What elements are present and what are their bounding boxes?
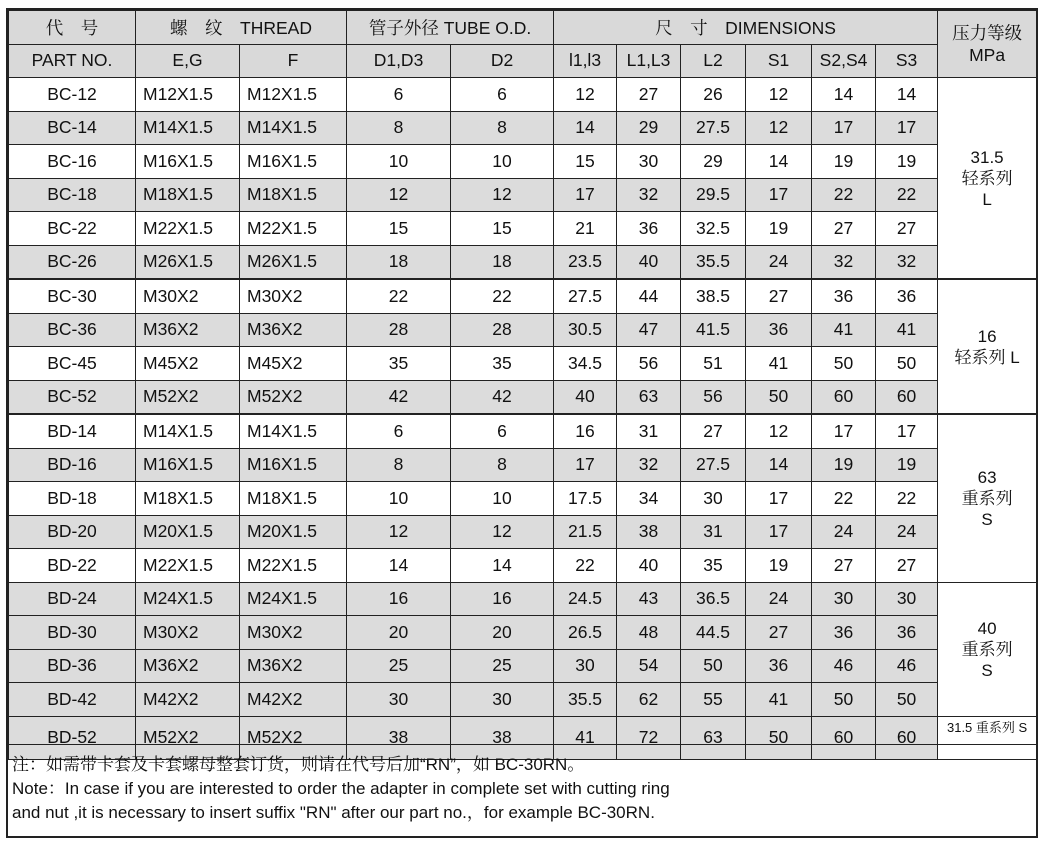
cell-l1l3: 30 [554, 649, 617, 683]
cell-thread-f: M26X1.5 [240, 245, 347, 279]
cell-S2S4: 17 [812, 111, 876, 145]
cell-l1l3: 12 [554, 78, 617, 112]
cell-thread-f: M18X1.5 [240, 178, 347, 212]
cell-L1L3: 31 [617, 414, 681, 448]
notes [8, 744, 1036, 836]
cell-d2: 6 [451, 78, 554, 112]
cell-L1L3: 36 [617, 212, 681, 246]
table-row [9, 279, 1037, 313]
cell-thread-eg: M36X2 [136, 313, 240, 347]
cell-S3: 19 [876, 448, 938, 482]
cell-L2: 31 [681, 515, 746, 549]
cell-S3: 41 [876, 313, 938, 347]
cell-thread-eg: M14X1.5 [136, 111, 240, 145]
cell-L2: 56 [681, 380, 746, 414]
cell-d1d3: 14 [347, 549, 451, 583]
cell-part-no: BC-45 [9, 347, 136, 381]
cell-thread-eg: M52X2 [136, 380, 240, 414]
cell-d1d3: 10 [347, 482, 451, 516]
cell-thread-f: M14X1.5 [240, 111, 347, 145]
pressure-class [938, 414, 1037, 582]
cell-S3: 30 [876, 582, 938, 616]
cell-thread-eg: M36X2 [136, 649, 240, 683]
cell-thread-eg: M16X1.5 [136, 448, 240, 482]
cell-thread-eg: M52X2 [136, 716, 240, 759]
table-row [9, 582, 1037, 616]
cell-S2S4: 19 [812, 448, 876, 482]
header-d1d3: D1,D3 [347, 44, 451, 78]
header-L2: L2 [681, 44, 746, 78]
cell-L1L3: 56 [617, 347, 681, 381]
cell-L2: 27.5 [681, 111, 746, 145]
cell-part-no: BD-36 [9, 649, 136, 683]
pressure-line3: S [981, 660, 993, 680]
cell-d2: 14 [451, 549, 554, 583]
cell-thread-eg: M30X2 [136, 279, 240, 313]
cell-thread-f: M14X1.5 [240, 414, 347, 448]
cell-S1: 12 [746, 111, 812, 145]
table-row [9, 414, 1037, 448]
cell-S1: 41 [746, 683, 812, 717]
cell-d1d3: 18 [347, 245, 451, 279]
spec-sheet [6, 8, 1038, 838]
cell-S3: 27 [876, 212, 938, 246]
header-l1l3-lower: l1,l3 [554, 44, 617, 78]
cell-d1d3: 38 [347, 716, 451, 759]
cell-S2S4: 14 [812, 78, 876, 112]
cell-d1d3: 8 [347, 111, 451, 145]
cell-d1d3: 20 [347, 616, 451, 650]
cell-l1l3: 17 [554, 178, 617, 212]
table-row [9, 78, 1037, 112]
cell-d1d3: 35 [347, 347, 451, 381]
cell-part-no: BC-14 [9, 111, 136, 145]
cell-L1L3: 48 [617, 616, 681, 650]
cell-part-no: BD-18 [9, 482, 136, 516]
cell-S1: 17 [746, 482, 812, 516]
cell-d2: 12 [451, 515, 554, 549]
note-line-en-1: Note：In case if you are interested to order the adapter in complete set with cutting ring [12, 779, 670, 798]
pressure-class [938, 78, 1037, 280]
cell-l1l3: 30.5 [554, 313, 617, 347]
cell-d2: 25 [451, 649, 554, 683]
cell-L1L3: 32 [617, 448, 681, 482]
cell-part-no: BC-26 [9, 245, 136, 279]
cell-thread-eg: M45X2 [136, 347, 240, 381]
table-row [9, 178, 1037, 212]
header-thread: 螺 纹 THREAD [136, 11, 347, 45]
cell-S3: 27 [876, 549, 938, 583]
table-body [9, 78, 1037, 760]
cell-S2S4: 32 [812, 245, 876, 279]
cell-S3: 50 [876, 347, 938, 381]
cell-thread-f: M24X1.5 [240, 582, 347, 616]
cell-L1L3: 43 [617, 582, 681, 616]
cell-l1l3: 16 [554, 414, 617, 448]
cell-part-no: BD-14 [9, 414, 136, 448]
table-row [9, 683, 1037, 717]
cell-d2: 28 [451, 313, 554, 347]
cell-d1d3: 15 [347, 212, 451, 246]
cell-part-no: BD-16 [9, 448, 136, 482]
cell-d2: 42 [451, 380, 554, 414]
cell-L2: 38.5 [681, 279, 746, 313]
cell-d2: 8 [451, 448, 554, 482]
cell-d1d3: 8 [347, 448, 451, 482]
pressure-line1: 31.5 [970, 147, 1004, 167]
cell-d2: 18 [451, 245, 554, 279]
cell-part-no: BC-36 [9, 313, 136, 347]
cell-S1: 19 [746, 212, 812, 246]
cell-L2: 51 [681, 347, 746, 381]
cell-thread-f: M36X2 [240, 313, 347, 347]
header-S1: S1 [746, 44, 812, 78]
header-S3: S3 [876, 44, 938, 78]
cell-d2: 10 [451, 145, 554, 179]
cell-L1L3: 47 [617, 313, 681, 347]
pressure-line3: S [981, 509, 993, 529]
cell-L1L3: 27 [617, 78, 681, 112]
pressure-line1: 31.5 重系列 S [946, 719, 1028, 735]
cell-part-no: BD-30 [9, 616, 136, 650]
cell-thread-f: M45X2 [240, 347, 347, 381]
cell-L1L3: 40 [617, 245, 681, 279]
cell-S3: 22 [876, 482, 938, 516]
cell-L2: 29 [681, 145, 746, 179]
cell-l1l3: 14 [554, 111, 617, 145]
cell-S1: 14 [746, 145, 812, 179]
cell-L2: 50 [681, 649, 746, 683]
note-line-cn: 注：如需带卡套及卡套螺母整套订货，则请在代号后加“RN”，如 BC-30RN。 [12, 755, 585, 774]
cell-l1l3: 26.5 [554, 616, 617, 650]
cell-S1: 24 [746, 245, 812, 279]
table-row [9, 347, 1037, 381]
cell-L2: 26 [681, 78, 746, 112]
cell-L2: 36.5 [681, 582, 746, 616]
cell-d1d3: 42 [347, 380, 451, 414]
cell-d2: 22 [451, 279, 554, 313]
cell-d1d3: 16 [347, 582, 451, 616]
cell-L1L3: 34 [617, 482, 681, 516]
cell-thread-eg: M22X1.5 [136, 549, 240, 583]
cell-thread-eg: M18X1.5 [136, 482, 240, 516]
cell-part-no: BC-30 [9, 279, 136, 313]
cell-S2S4: 36 [812, 279, 876, 313]
cell-S3: 17 [876, 111, 938, 145]
cell-l1l3: 21.5 [554, 515, 617, 549]
pressure-line1: 63 [977, 467, 997, 487]
cell-d1d3: 10 [347, 145, 451, 179]
cell-thread-f: M16X1.5 [240, 448, 347, 482]
cell-L1L3: 38 [617, 515, 681, 549]
cell-L2: 44.5 [681, 616, 746, 650]
cell-S3: 60 [876, 716, 938, 759]
cell-thread-eg: M30X2 [136, 616, 240, 650]
cell-S2S4: 41 [812, 313, 876, 347]
cell-S3: 46 [876, 649, 938, 683]
header-dimensions: 尺 寸 DIMENSIONS [554, 11, 938, 45]
cell-S1: 12 [746, 414, 812, 448]
cell-thread-f: M30X2 [240, 279, 347, 313]
cell-S1: 14 [746, 448, 812, 482]
cell-part-no: BC-18 [9, 178, 136, 212]
cell-S3: 19 [876, 145, 938, 179]
cell-d2: 30 [451, 683, 554, 717]
cell-S2S4: 27 [812, 212, 876, 246]
cell-L2: 35.5 [681, 245, 746, 279]
pressure-class [938, 279, 1037, 414]
cell-thread-eg: M42X2 [136, 683, 240, 717]
cell-L1L3: 54 [617, 649, 681, 683]
cell-L2: 63 [681, 716, 746, 759]
cell-thread-f: M18X1.5 [240, 482, 347, 516]
cell-l1l3: 41 [554, 716, 617, 759]
dimensions-table [8, 10, 1037, 760]
cell-L1L3: 32 [617, 178, 681, 212]
cell-L2: 29.5 [681, 178, 746, 212]
header-pressure [938, 11, 1037, 78]
cell-thread-eg: M20X1.5 [136, 515, 240, 549]
pressure-line2: 轻系列 [961, 168, 1013, 188]
header-part-en: PART NO. [9, 44, 136, 78]
cell-L1L3: 29 [617, 111, 681, 145]
table-row [9, 245, 1037, 279]
cell-l1l3: 34.5 [554, 347, 617, 381]
cell-S3: 50 [876, 683, 938, 717]
cell-S3: 36 [876, 279, 938, 313]
cell-S3: 14 [876, 78, 938, 112]
cell-S1: 17 [746, 178, 812, 212]
cell-S1: 19 [746, 549, 812, 583]
cell-S2S4: 50 [812, 683, 876, 717]
cell-S2S4: 22 [812, 482, 876, 516]
cell-d2: 8 [451, 111, 554, 145]
cell-d2: 15 [451, 212, 554, 246]
cell-S3: 22 [876, 178, 938, 212]
cell-L2: 27 [681, 414, 746, 448]
cell-S2S4: 19 [812, 145, 876, 179]
cell-L1L3: 30 [617, 145, 681, 179]
cell-thread-f: M22X1.5 [240, 212, 347, 246]
cell-S1: 36 [746, 313, 812, 347]
cell-thread-f: M20X1.5 [240, 515, 347, 549]
cell-l1l3: 27.5 [554, 279, 617, 313]
cell-S3: 36 [876, 616, 938, 650]
cell-S2S4: 30 [812, 582, 876, 616]
note-line-en-2: and nut ,it is necessary to insert suffix "RN" after our part no.，for example BC-30RN. [12, 803, 655, 822]
cell-S3: 24 [876, 515, 938, 549]
cell-S1: 27 [746, 616, 812, 650]
table-row [9, 649, 1037, 683]
cell-thread-f: M36X2 [240, 649, 347, 683]
cell-d2: 16 [451, 582, 554, 616]
table-row [9, 616, 1037, 650]
cell-part-no: BC-12 [9, 78, 136, 112]
table-row [9, 448, 1037, 482]
cell-part-no: BD-20 [9, 515, 136, 549]
cell-part-no: BD-52 [9, 716, 136, 759]
cell-part-no: BC-16 [9, 145, 136, 179]
cell-S1: 50 [746, 380, 812, 414]
cell-thread-eg: M22X1.5 [136, 212, 240, 246]
cell-thread-eg: M24X1.5 [136, 582, 240, 616]
cell-S2S4: 36 [812, 616, 876, 650]
cell-d1d3: 22 [347, 279, 451, 313]
cell-L2: 27.5 [681, 448, 746, 482]
cell-L1L3: 62 [617, 683, 681, 717]
cell-S2S4: 24 [812, 515, 876, 549]
table-row [9, 212, 1037, 246]
cell-L2: 30 [681, 482, 746, 516]
cell-d1d3: 12 [347, 515, 451, 549]
table-row [9, 515, 1037, 549]
pressure-line1: 16 [977, 326, 997, 346]
cell-thread-eg: M16X1.5 [136, 145, 240, 179]
header-part-cn: 代 号 [9, 11, 136, 45]
cell-S2S4: 17 [812, 414, 876, 448]
cell-thread-eg: M26X1.5 [136, 245, 240, 279]
cell-d2: 38 [451, 716, 554, 759]
cell-d2: 6 [451, 414, 554, 448]
cell-l1l3: 21 [554, 212, 617, 246]
cell-L1L3: 72 [617, 716, 681, 759]
cell-thread-f: M52X2 [240, 380, 347, 414]
cell-thread-f: M22X1.5 [240, 549, 347, 583]
header-pressure-unit: MPa [969, 45, 1006, 65]
cell-thread-f: M42X2 [240, 683, 347, 717]
cell-S1: 12 [746, 78, 812, 112]
cell-part-no: BD-22 [9, 549, 136, 583]
cell-S1: 41 [746, 347, 812, 381]
cell-L2: 32.5 [681, 212, 746, 246]
cell-L1L3: 40 [617, 549, 681, 583]
cell-S2S4: 22 [812, 178, 876, 212]
cell-L2: 41.5 [681, 313, 746, 347]
header-S2S4: S2,S4 [812, 44, 876, 78]
cell-thread-eg: M12X1.5 [136, 78, 240, 112]
cell-d2: 12 [451, 178, 554, 212]
cell-d1d3: 28 [347, 313, 451, 347]
cell-d1d3: 25 [347, 649, 451, 683]
cell-l1l3: 17.5 [554, 482, 617, 516]
cell-d1d3: 6 [347, 414, 451, 448]
cell-L1L3: 63 [617, 380, 681, 414]
cell-S3: 32 [876, 245, 938, 279]
table-row [9, 313, 1037, 347]
pressure-class [938, 582, 1037, 716]
cell-S2S4: 46 [812, 649, 876, 683]
cell-thread-f: M12X1.5 [240, 78, 347, 112]
cell-S1: 36 [746, 649, 812, 683]
header-L1L3: L1,L3 [617, 44, 681, 78]
cell-S2S4: 27 [812, 549, 876, 583]
cell-part-no: BD-24 [9, 582, 136, 616]
cell-d2: 20 [451, 616, 554, 650]
header-thread-eg: E,G [136, 44, 240, 78]
header-thread-f: F [240, 44, 347, 78]
cell-part-no: BD-42 [9, 683, 136, 717]
cell-part-no: BC-22 [9, 212, 136, 246]
cell-d1d3: 30 [347, 683, 451, 717]
cell-thread-f: M30X2 [240, 616, 347, 650]
cell-thread-f: M16X1.5 [240, 145, 347, 179]
header-d2: D2 [451, 44, 554, 78]
cell-l1l3: 35.5 [554, 683, 617, 717]
header-pressure-cn: 压力等级 [952, 23, 1023, 43]
cell-L1L3: 44 [617, 279, 681, 313]
cell-thread-eg: M18X1.5 [136, 178, 240, 212]
cell-l1l3: 24.5 [554, 582, 617, 616]
cell-S2S4: 60 [812, 716, 876, 759]
cell-S3: 17 [876, 414, 938, 448]
pressure-line2: 重系列 [961, 639, 1013, 659]
table-row [9, 145, 1037, 179]
cell-S3: 60 [876, 380, 938, 414]
table-header [9, 11, 1037, 78]
cell-S1: 27 [746, 279, 812, 313]
table-row [9, 111, 1037, 145]
header-tube-od: 管子外径 TUBE O.D. [347, 11, 554, 45]
table-row [9, 549, 1037, 583]
cell-l1l3: 23.5 [554, 245, 617, 279]
cell-thread-f: M52X2 [240, 716, 347, 759]
cell-S1: 17 [746, 515, 812, 549]
cell-l1l3: 17 [554, 448, 617, 482]
pressure-line3: L [982, 189, 992, 209]
cell-S2S4: 50 [812, 347, 876, 381]
cell-L2: 35 [681, 549, 746, 583]
cell-S2S4: 60 [812, 380, 876, 414]
cell-l1l3: 15 [554, 145, 617, 179]
cell-S1: 50 [746, 716, 812, 759]
cell-d1d3: 6 [347, 78, 451, 112]
cell-d1d3: 12 [347, 178, 451, 212]
pressure-line1: 40 [977, 618, 997, 638]
pressure-line2: 重系列 [961, 488, 1013, 508]
table-row [9, 380, 1037, 414]
cell-l1l3: 40 [554, 380, 617, 414]
cell-l1l3: 22 [554, 549, 617, 583]
cell-S1: 24 [746, 582, 812, 616]
pressure-line2: 轻系列 L [954, 347, 1020, 367]
cell-thread-eg: M14X1.5 [136, 414, 240, 448]
cell-L2: 55 [681, 683, 746, 717]
table-row [9, 482, 1037, 516]
cell-d2: 10 [451, 482, 554, 516]
cell-d2: 35 [451, 347, 554, 381]
cell-part-no: BC-52 [9, 380, 136, 414]
